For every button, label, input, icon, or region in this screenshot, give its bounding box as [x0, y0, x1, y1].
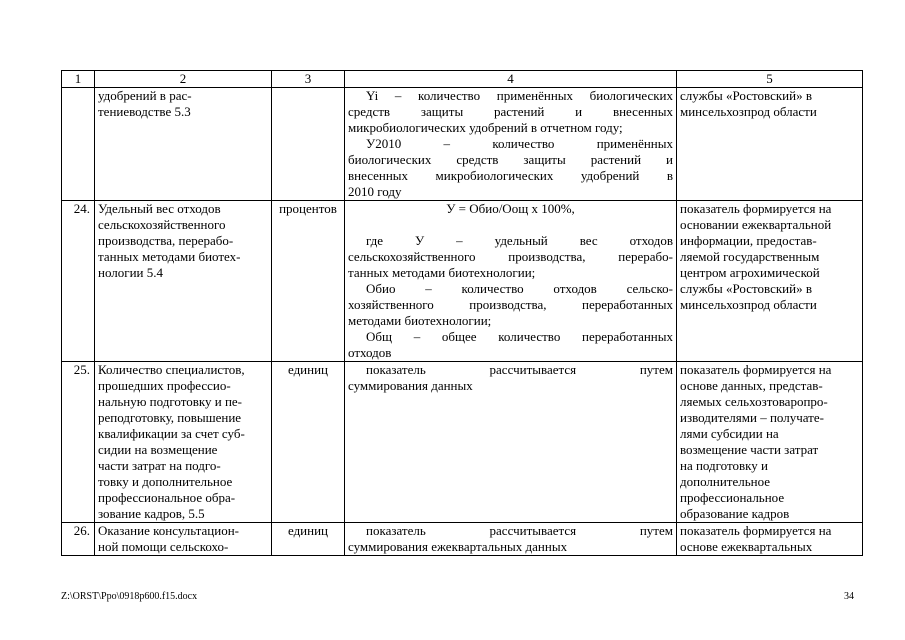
text-line: службы «Ростовский» в: [680, 281, 812, 296]
text-line: нальную подготовку и пе-: [98, 394, 243, 409]
text-line: квалификации за счет суб-: [98, 426, 245, 441]
source-cell: [677, 88, 863, 201]
text-line: возмещение части затрат: [680, 442, 819, 457]
text-line: минсельхозпрод области: [680, 104, 817, 119]
text-line: Общ – общее количество переработанных: [366, 329, 673, 344]
text-line: лями субсидии на: [680, 426, 779, 441]
method-cell: [345, 88, 677, 201]
text-line: сидии на возмещение: [98, 442, 218, 457]
text-line: биологических средств защиты растений и: [348, 152, 673, 167]
source-cell: [677, 201, 863, 362]
text-line: показатель рассчитывается путем: [366, 523, 673, 538]
header-cell: 3: [272, 71, 345, 88]
source-cell: [677, 523, 863, 556]
text-line: показатель формируется на: [680, 201, 832, 216]
text-line: Удельный вес отходов: [98, 201, 221, 216]
unit-cell: процентов: [272, 201, 345, 362]
row-number: 25.: [62, 362, 95, 523]
text-line: части затрат на подго-: [98, 458, 221, 473]
table-row-26: [62, 523, 863, 556]
text-line: хозяйственного производства, переработанных: [348, 297, 673, 312]
text-line: на подготовку и: [680, 458, 768, 473]
text-line: службы «Ростовский» в: [680, 88, 812, 103]
text-line: показатель формируется на: [680, 523, 832, 538]
text-line: микробиологических удобрений в отчетном году;: [348, 120, 623, 135]
formula: У = Обио/Оощ x 100%,: [446, 201, 575, 216]
text-line: минсельхозпрод области: [680, 297, 817, 312]
text-line: центром агрохимической: [680, 265, 820, 280]
header-cell: 4: [345, 71, 677, 88]
indicator-name-cell: [95, 362, 272, 523]
page-number: 34: [844, 591, 854, 602]
spacer: [348, 217, 673, 233]
text-line: Обио – количество отходов сельско-: [366, 281, 673, 296]
text-line: Yi – количество применённых биологических: [366, 88, 673, 103]
text-line: дополнительное: [680, 474, 771, 489]
text-line: Оказание консультацион-: [98, 523, 239, 538]
text-line: информации, предостав-: [680, 233, 817, 248]
text-line: суммирования ежеквартальных данных: [348, 539, 568, 554]
text-line: образование кадров: [680, 506, 790, 521]
text-line: основании ежеквартальной: [680, 217, 832, 232]
indicator-name-cell: [95, 523, 272, 556]
text-line: ляемой государственным: [680, 249, 820, 264]
text-line: профессиональное: [680, 490, 785, 505]
unit-cell: единиц: [272, 523, 345, 556]
header-cell: 2: [95, 71, 272, 88]
indicator-name-cell: [95, 201, 272, 362]
text-line: 2010 году: [348, 184, 402, 199]
text-line: реподготовку, повышение: [98, 410, 242, 425]
text-line: суммирования данных: [348, 378, 473, 393]
text-line: сельскохозяйственного: [98, 217, 226, 232]
header-cell: 1: [62, 71, 95, 88]
text-line: танных методами биотех-: [98, 249, 241, 264]
method-cell: [345, 523, 677, 556]
text-line: У2010 – количество применённых: [366, 136, 673, 151]
text-line: ной помощи сельскохо-: [98, 539, 229, 554]
text-line: производства, перерабо-: [98, 233, 234, 248]
table-row-24: [62, 201, 863, 362]
text-line: основе ежеквартальных: [680, 539, 813, 554]
text-line: нологии 5.4: [98, 265, 164, 280]
indicator-name-cell: [95, 88, 272, 201]
text-line: где У – удельный вес отходов: [366, 233, 673, 248]
text-line: Количество специалистов,: [98, 362, 245, 377]
text-line: показатель формируется на: [680, 362, 832, 377]
text-line: основе данных, представ-: [680, 378, 823, 393]
text-line: зование кадров, 5.5: [98, 506, 205, 521]
indicators-table: [61, 70, 863, 556]
row-number: 26.: [62, 523, 95, 556]
text-line: профессиональное обра-: [98, 490, 236, 505]
row-number: [62, 88, 95, 201]
text-line: средств защиты растений и внесенных: [348, 104, 673, 119]
text-line: сельскохозяйственного производства, перерабо-: [348, 249, 673, 264]
header-row: [62, 71, 863, 88]
footer-file-path: Z:\ORST\Ppo\0918p600.f15.docx: [61, 591, 198, 602]
text-line: прошедших профессио-: [98, 378, 231, 393]
header-cell: 5: [677, 71, 863, 88]
text-line: товку и дополнительное: [98, 474, 233, 489]
text-line: показатель рассчитывается путем: [366, 362, 673, 377]
text-line: внесенных микробиологических удобрений в: [348, 168, 673, 183]
text-line: танных методами биотехнологии;: [348, 265, 536, 280]
text-line: тениеводстве 5.3: [98, 104, 191, 119]
unit-cell: единиц: [272, 362, 345, 523]
text-line: отходов: [348, 345, 392, 360]
method-cell: [345, 201, 677, 362]
text-line: изводителями – получате-: [680, 410, 824, 425]
table-row-continuation: [62, 88, 863, 201]
text-line: ляемых сельхозтоваропро-: [680, 394, 828, 409]
unit-cell: [272, 88, 345, 201]
row-number: 24.: [62, 201, 95, 362]
table-row-25: [62, 362, 863, 523]
text-line: удобрений в рас-: [98, 88, 192, 103]
method-cell: [345, 362, 677, 523]
text-line: методами биотехнологии;: [348, 313, 492, 328]
source-cell: [677, 362, 863, 523]
